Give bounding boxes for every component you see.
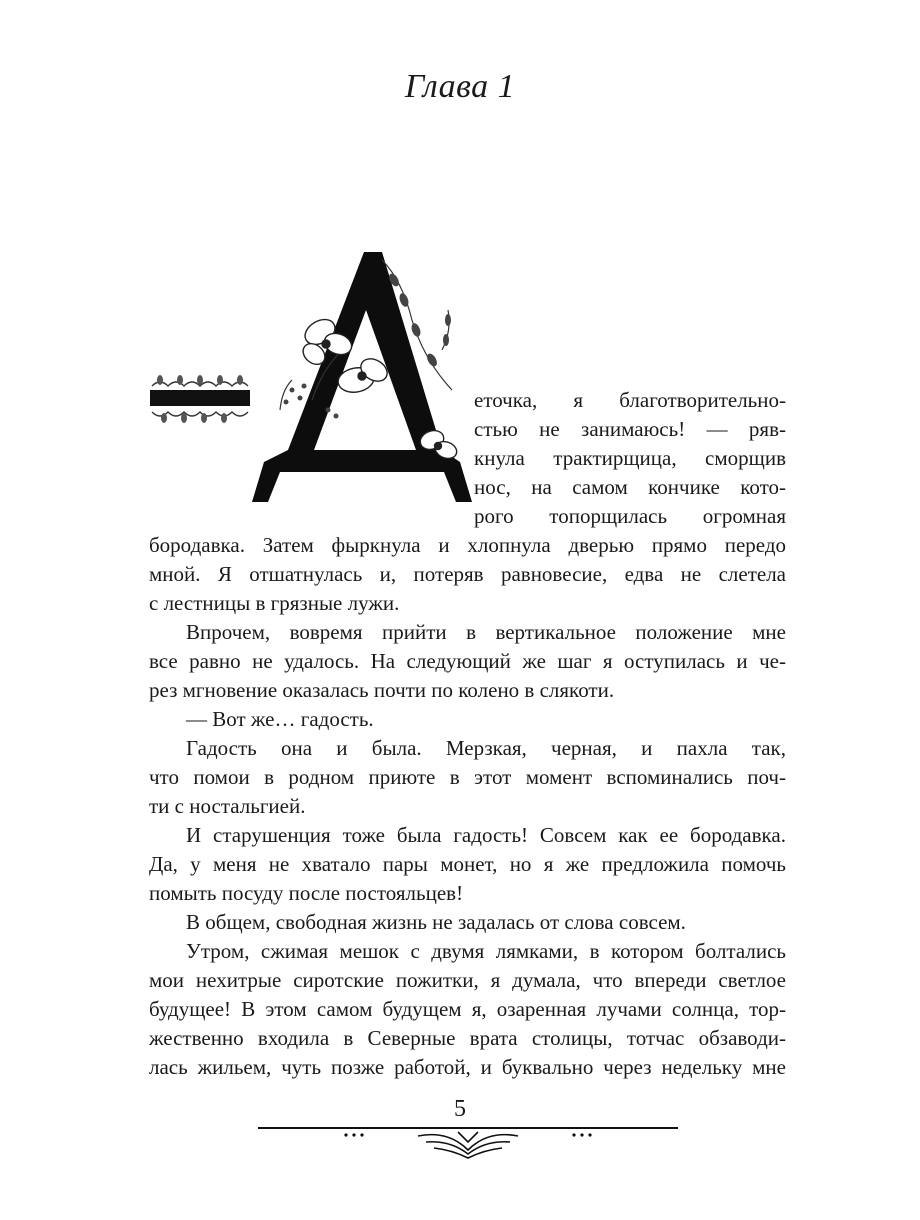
text-line: Да, у меня не хватало пары монет, но я же предложила помочь [149,852,786,876]
text-line: будущее! В этом самом будущем я, озаренная лучами солнца, тор- [149,997,786,1021]
text-line: с лестницы в грязные лужи. [149,591,400,615]
text-line: нос, на самом кончике кото- [474,475,786,499]
text-line: — Вот же… гадость. [186,707,374,731]
text-line: Гадость она и была. Мерзкая, черная, и пахла так, [186,736,786,760]
dash-ornament [150,375,250,423]
text-line: еточка, я благотворительно- [474,388,786,412]
text-line: В общем, свободная жизнь не задалась от слова совсем. [186,910,686,934]
text-line: ти с ностальгией. [149,794,306,818]
text-line: все равно не удалось. На следующий же шаг я оступилась и че- [149,649,786,673]
text-line: кнула трактирщица, сморщив [474,446,786,470]
text-line: рого топорщилась огромная [474,504,786,528]
text-line: Утром, сжимая мешок с двумя лямками, в котором болтались [186,939,786,963]
text-line: стью не занимаюсь! — ряв- [474,417,786,441]
text-line: И старушенция тоже была гадость! Совсем как ее бородавка. [186,823,786,847]
text-line: бородавка. Затем фыркнула и хлопнула дверью прямо передо [149,533,786,557]
text-line: лась жильем, чуть позже работой, и буквально через недельку мне [149,1055,786,1079]
footer-ornament [258,1118,678,1164]
drop-cap-illustration [142,240,492,530]
text-line: Впрочем, вовремя прийти в вертикальное положение мне [186,620,786,644]
text-line: мои нехитрые сиротские пожитки, я думала, что впереди светлое [149,968,786,992]
text-line: что помои в родном приюте в этот момент вспоминались поч- [149,765,786,789]
page-number: 5 [454,1096,466,1122]
text-line: помыть посуду после постояльцев! [149,881,464,905]
text-line: мной. Я отшатнулась и, потеряв равновесие, едва не слетела [149,562,786,586]
chapter-title: Глава 1 [404,68,516,105]
text-line: рез мгновение оказалась почти по колено в слякоти. [149,678,615,702]
text-line: жественно входила в Северные врата столицы, тотчас обзаводи- [149,1026,786,1050]
